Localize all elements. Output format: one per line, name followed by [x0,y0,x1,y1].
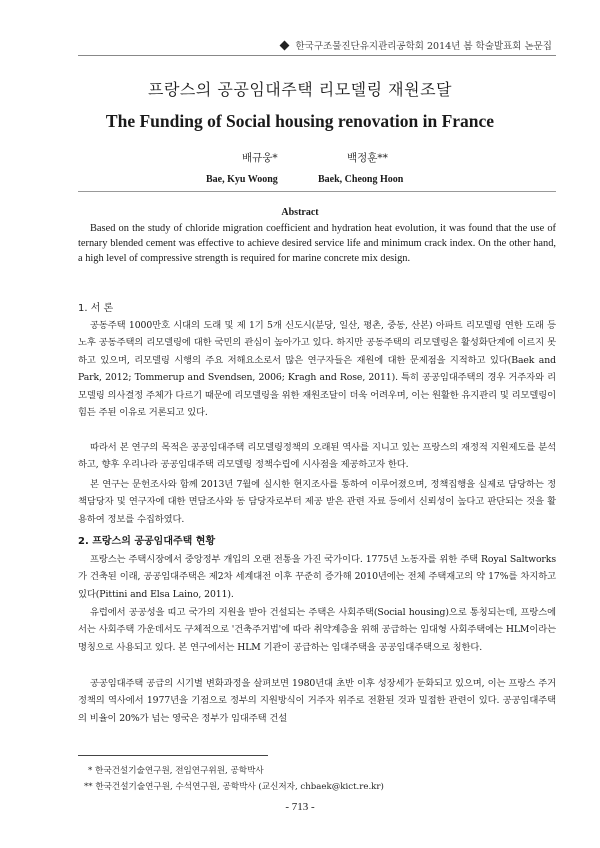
header-rule [78,55,556,56]
journal-name: 한국구조물진단유지관리공학회 2014년 봄 학술발표회 논문집 [295,41,552,52]
section-1-paragraph-3: 본 연구는 문헌조사와 함께 2013년 7월에 실시한 현지조사를 통하여 이루어졌으며, 정책집행을 실제로 담당하는 정책담당자 및 연구자에 대한 면담조사와 동 담당자로부터 제공 받은 관련 자료 등에서 신뢰성이 높다고 판단되는 것을 활용하여 정보를 수집하였다. [78,479,556,525]
author-2-english: Baek, Cheong Hoon [318,174,404,185]
title-english: The Funding of Social housing renovation in France [105,111,495,131]
author-1-english: Bae, Kyu Woong [206,174,278,185]
journal-header [281,38,552,52]
section-2-paragraph-3: 공공임대주택 공급의 시기별 변화과정을 살펴보면 1980년대 초반 이후 성장세가 둔화되고 있으며, 이는 프랑스 주거정책의 역사에서 1977년을 기점으로 정부의 지원방식이 거주자 위주로 전환된 것과 밀접한 관련이 있다. 공공임대주택의 비율이 20%가 넘는 영국은 정부가 임대주택 건설 [78,678,556,724]
abstract-heading: Abstract [281,207,319,218]
author-2-korean: 백정훈** [347,152,388,164]
footnote-2: ** 한국건설기술연구원, 수석연구원, 공학박사 (교신저자, chbaek@kict.re.kr) [84,782,384,792]
section-1-paragraph-1: 공동주택 1000만호 시대의 도래 및 제 1기 5개 신도시(분당, 일산, 평촌, 중동, 산본) 아파트 리모델링 연한 도래 등 노후 공동주택의 리모델링에 대한 국민의 관심이 높아가고 있다. 하지만 공동주택의 리모델링은 활성화단계에 이르지 못하고 있으며, 리모델링 시행의 주요 저해요소로서 많은 연구자들은 재원에 대한 문제점을 지적하고 있다(Baek and Park, 2012; Tommerup and Svendsen, 2006; Kragh and Rose, 2011). 특히 공공임대주택의 경우 거주자와 리모델링 의사결정 주체가 다르기 때문에 리모델링을 위한 재원조달이 더욱 어려우며, 이는 원활한 유지관리 및 리모델링이 힘든 주된 이유로 거론되고 있다. [78,320,556,419]
title-rule [78,191,556,192]
title-korean: 프랑스의 공공임대주택 리모델링 재원조달 [148,80,452,99]
footnote-1: * 한국건설기술연구원, 전임연구위원, 공학박사 [88,766,264,776]
section-1-title: 1. 서 론 [78,303,114,314]
abstract-text: Based on the study of chloride migration coefficient and hydration heat evolution, it was found that the use of ternary blended cement was effective to achieve desired service life and minimum crack index. On the other hand, a high level of compressive strength is required for marine concrete mix design. [78,223,556,264]
page-number: - 713 - [285,801,315,813]
footnote-rule [78,755,268,756]
section-2-title: 2. 프랑스의 공공임대주택 현황 [78,536,216,547]
diamond-icon [280,40,290,50]
author-1-korean: 배규웅* [242,152,278,164]
section-1-paragraph-2: 따라서 본 연구의 목적은 공공임대주택 리모델링정책의 오래된 역사를 지니고 있는 프랑스의 재정적 지원제도를 분석하고, 향후 우리나라 공공임대주택 리모델링 정책수립에 시사점을 제공하고자 한다. [78,442,556,471]
section-2-paragraph-1: 프랑스는 주택시장에서 중앙정부 개입의 오랜 전통을 가진 국가이다. 1775년 노동자를 위한 주택 Royal Saltworks가 건축된 이래, 공공임대주택은 제2차 세계대전 이후 꾸준히 증가해 2010년에는 전체 주택재고의 약 17%를 차지하고 있다(Pittini and Elsa Laino, 2011). [78,554,556,600]
section-2-paragraph-2: 유럽에서 공공성을 띠고 국가의 지원을 받아 건설되는 주택은 사회주택(Social housing)으로 통칭되는데, 프랑스에서는 사회주택 가운데서도 구체적으로 '건축주거법'에 따라 취약계층을 위해 공급하는 임대형 사회주택에는 HLM이라는 명칭으로 사용되고 있다. 본 연구에서는 HLM 기관이 공급하는 임대주택을 공공임대주택으로 칭한다. [78,607,556,653]
